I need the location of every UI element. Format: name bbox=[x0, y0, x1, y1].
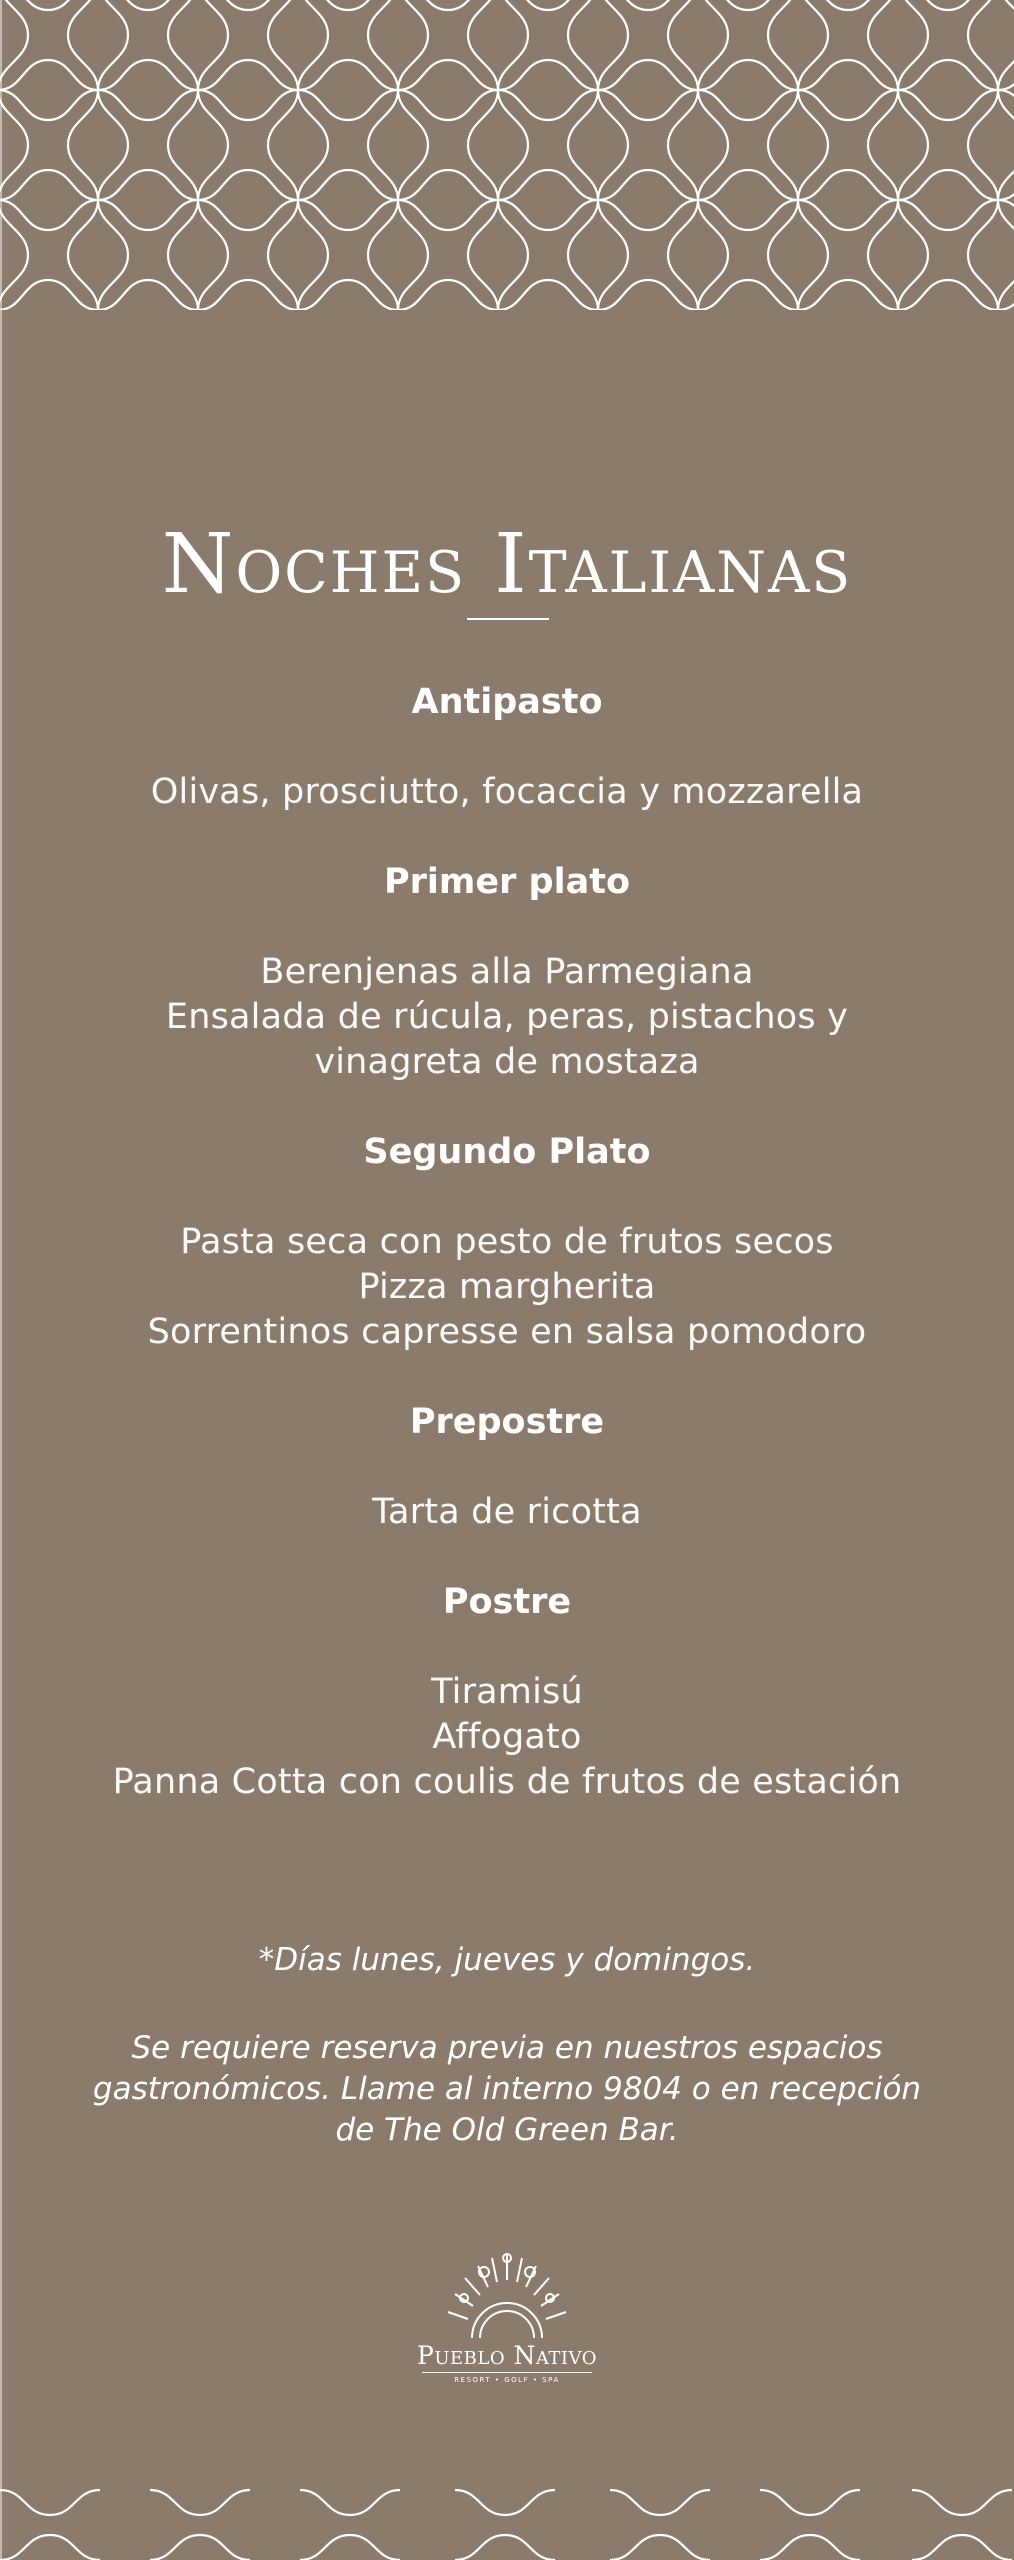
decorative-lattice-pattern-bottom bbox=[0, 2470, 1014, 2560]
menu bbox=[0, 680, 1014, 1850]
menu-section-primer-plato bbox=[0, 860, 1014, 1085]
menu-section-antipasto bbox=[0, 680, 1014, 815]
dish-item: Olivas, prosciutto, focaccia y mozzarella bbox=[150, 772, 864, 812]
dish-list bbox=[0, 1220, 1014, 1355]
dish-item: Ensalada de rúcula, peras, pistachos y bbox=[165, 997, 849, 1037]
dish-list bbox=[0, 950, 1014, 1085]
logo-tagline: RESORT • GOLF • SPA bbox=[422, 2372, 592, 2385]
dish-item: Pizza margherita bbox=[358, 1267, 656, 1307]
menu-section-prepostre bbox=[0, 1400, 1014, 1535]
pueblo-nativo-logo bbox=[417, 2250, 597, 2385]
section-heading: Antipasto bbox=[411, 682, 603, 722]
dish-list bbox=[0, 1670, 1014, 1805]
dish-item: vinagreta de mostaza bbox=[314, 1042, 700, 1082]
dish-item: Panna Cotta con coulis de frutos de estación bbox=[112, 1762, 902, 1802]
dish-item: Sorrentinos capresse en salsa pomodoro bbox=[147, 1312, 867, 1352]
section-heading: Primer plato bbox=[383, 862, 630, 902]
dish-item: Pasta seca con pesto de frutos secos bbox=[180, 1222, 834, 1262]
page-title: Noches Italianas bbox=[161, 516, 853, 612]
menu-section-postre bbox=[0, 1580, 1014, 1805]
section-heading: Postre bbox=[442, 1582, 572, 1622]
dish-list bbox=[0, 770, 1014, 815]
logo-name: Pueblo Nativo bbox=[417, 2341, 597, 2370]
dish-item: Berenjenas alla Parmegiana bbox=[260, 952, 754, 992]
reservation-note: Se requiere reserva previa en nuestros espacios gastronómicos. Llame al interno 9804 o en recepción de The Old Green Bar. bbox=[92, 2030, 922, 2148]
dish-list bbox=[0, 1490, 1014, 1535]
sunburst-emblem-icon bbox=[442, 2250, 572, 2340]
decorative-lattice-pattern-top bbox=[0, 0, 1014, 318]
dish-item: Tarta de ricotta bbox=[372, 1492, 642, 1532]
title-divider bbox=[467, 618, 549, 620]
availability-note: *Días lunes, jueves y domingos. bbox=[258, 1942, 756, 1978]
section-heading: Segundo Plato bbox=[363, 1132, 651, 1172]
dish-item: Tiramisú bbox=[431, 1672, 583, 1712]
dish-item: Affogato bbox=[432, 1717, 582, 1757]
menu-section-segundo-plato bbox=[0, 1130, 1014, 1355]
section-heading: Prepostre bbox=[409, 1402, 605, 1442]
